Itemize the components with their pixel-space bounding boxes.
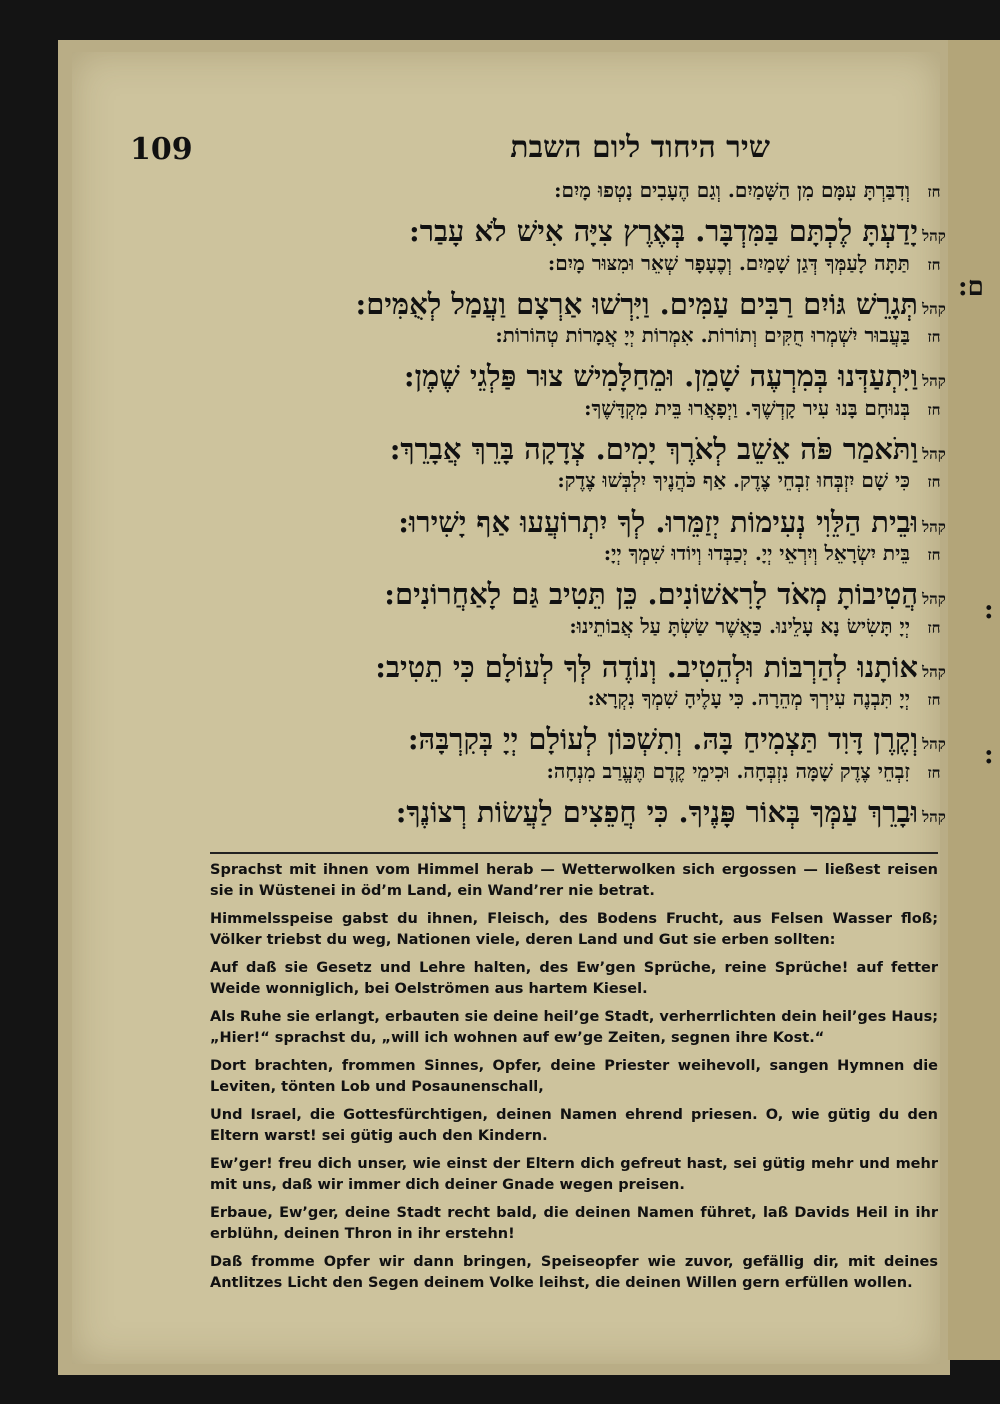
hebrew-line-leader — [125, 178, 950, 214]
hebrew-line-leader — [125, 468, 950, 504]
hebrew-line-congregation — [125, 650, 950, 686]
speaker-label: חז — [927, 545, 941, 564]
translation-paragraph: Daß fromme Opfer wir dann bringen, Speiseopfer wie zuvor, gefällig dir, mit deines Antlitzes Licht den Segen deinem Volke leihst, die deinen Willen gern erfüllen wollen. — [210, 1254, 938, 1291]
speaker-label: קהל — [922, 227, 946, 246]
speaker-label: חז — [927, 183, 941, 201]
hebrew-verse: יְיָ תִּבְנֶה עִירְךָ מְהֵרָה. כִּי עָלֶיהָ שִׁמְךָ נִקְרָא: — [587, 686, 910, 711]
hebrew-verse: יָדַעְתָּ לֶכְתָּם בַּמִּדְבָּר. בְּאֶרֶץ צִיָּה אִישׁ לֹא עָבַר: — [409, 214, 918, 249]
speaker-label: חז — [927, 618, 941, 637]
hebrew-verse: וְדִבַּרְתָּ עִמָּם מִן הַשָּׁמַיִם. וְגַם הֶעָבִים נָטְפוּ מָיִם: — [554, 178, 910, 202]
hebrew-verse: בְּנוּחָם בָּנוּ עִיר קָדְשֶׁךָ. וַיְפָאֲרוּ בֵּית מִקְדָּשֶׁךָ: — [584, 395, 910, 420]
speaker-label: חז — [927, 691, 941, 710]
facing-page-fragment: :ם — [958, 272, 984, 302]
facing-page-fragment: : — [984, 595, 994, 625]
hebrew-verse: בֵּית יִשְׂרָאֵל וְיִרְאֵי יְיָ. יְכַבְּדוּ וְיוֹדוּ שִׁמְךָ יְיָ: — [603, 540, 910, 565]
facing-page-edge — [948, 40, 1000, 1360]
hebrew-verse: כִּי שָׁם יִזְבְּחוּ זִבְחֵי צֶדֶק. אַף כֹּהֲנֶיךָ יִלְבְּשׁוּ צֶדֶק: — [557, 468, 910, 493]
translation-paragraph: Ew’ger! freu dich unser, wie einst der Eltern dich gefreut hast, sei gütig mehr und mehr mit uns, daß wir immer dich deiner Gnade wegen preisen. — [210, 1156, 938, 1193]
hebrew-verse: וּבֵית הַלֵּוִי נְעִימוֹת יְזַמֵּרוּ. לְךָ יִתְרוֹעֲעוּ אַף יָשִׁירוּ: — [398, 504, 918, 539]
hebrew-verse: בַּעֲבוּר יִשְׁמְרוּ חֻקִּים וְתוֹרוֹת. אִמְרוֹת יְיָ אֲמָרוֹת טְהוֹרוֹת: — [495, 323, 910, 348]
hebrew-line-leader — [125, 541, 950, 577]
hebrew-line-congregation — [125, 577, 950, 613]
hebrew-liturgy — [125, 178, 950, 831]
translation-paragraph: Himmelsspeise gabst du ihnen, Fleisch, des Bodens Frucht, aus Felsen Wasser floß; Völker triebst du weg, Nationen viele, deren Land und Gut sie erben sollten: — [210, 911, 938, 948]
hebrew-line-congregation — [125, 432, 950, 468]
translation-paragraph: Sprachst mit ihnen vom Himmel herab — Wetterwolken sich ergossen — ließest reisen sie in Wüstenei in öd’m Land, ein Wand’rer nie betrat. — [210, 862, 938, 899]
translation-paragraph: Auf daß sie Gesetz und Lehre halten, des Ew’gen Sprüche, reine Sprüche! auf fetter Weide wonniglich, bei Oelströmen aus hartem Kiesel. — [210, 960, 938, 997]
speaker-label: חז — [927, 473, 941, 492]
hebrew-verse: וְקֶרֶן דָּוִד תַּצְמִיחַ בָּהּ. וְתִשְׁכּוֹן לְעוֹלָם יְיָ בְּקִרְבָּהּ: — [407, 722, 918, 757]
hebrew-line-congregation — [125, 359, 950, 395]
hebrew-line-leader — [125, 323, 950, 359]
speaker-label: קהל — [922, 808, 946, 827]
hebrew-verse: וַיִּתְעַדְּנוּ בְּמִרְעֶה שָׁמֵן. וּמֵחַלָּמִישׁ צוּר פַּלְגֵי שֶׁמֶן: — [403, 359, 918, 394]
speaker-label: חז — [927, 255, 941, 274]
hebrew-line-congregation — [125, 214, 950, 250]
hebrew-line-leader — [125, 686, 950, 722]
hebrew-verse: זִבְחֵי צֶדֶק שָׁמָּה נִזְבְּחָה. וּכִימֵי קֶדֶם תֶּעֱרַב מִנְחָה: — [546, 758, 910, 783]
speaker-label: קהל — [922, 590, 946, 609]
speaker-label: קהל — [922, 662, 946, 681]
speaker-label: קהל — [922, 299, 946, 318]
speaker-label: חז — [927, 328, 941, 347]
hebrew-line-leader — [125, 614, 950, 650]
section-divider — [210, 852, 938, 854]
hebrew-line-congregation — [125, 505, 950, 541]
hebrew-verse: וּבָרֵךְ עַמְּךָ בְּאוֹר פָּנֶיךָ. כִּי חֲפֵצִים לַעֲשׂוֹת רְצוֹנֶךָ: — [395, 795, 918, 830]
hebrew-line-congregation — [125, 287, 950, 323]
hebrew-line-congregation — [125, 722, 950, 758]
hebrew-verse: תַּתָּה לָעַמְּךָ דְּגַן שָׁמַיִם. וְכֶעָפָר שְׁאֵר וּמִצּוּר מָיִם: — [547, 250, 910, 275]
hebrew-line-congregation — [125, 795, 950, 831]
speaker-label: חז — [927, 400, 941, 419]
hebrew-line-leader — [125, 396, 950, 432]
translation-paragraph: Dort brachten, frommen Sinnes, Opfer, deine Priester weihevoll, sangen Hymnen die Leviten, tönten Lob und Posaunenschall, — [210, 1058, 938, 1095]
page-header — [130, 130, 770, 174]
translation-paragraph: Und Israel, die Gottesfürchtigen, deinen Namen ehrend priesen. O, wie gütig du den Eltern warst! sei gütig auch den Kindern. — [210, 1107, 938, 1144]
hebrew-line-leader — [125, 759, 950, 795]
hebrew-verse: תְּגָרֵשׁ גּוֹיִם רַבִּים עַמִּים. וַיִּרְשׁוּ אַרְצָם וַעֲמַל לְאֻמִּים: — [355, 286, 918, 321]
hebrew-line-leader — [125, 251, 950, 287]
translation-paragraph: Erbaue, Ew’ger, deine Stadt recht bald, die deinen Namen führet, laß Davids Heil in ihr erblühn, deinen Thron in ihr erstehn! — [210, 1205, 938, 1242]
speaker-label: חז — [927, 763, 941, 782]
hebrew-verse: הֲטִיבוֹתָ מְאֹד לָרִאשׁוֹנִים. כֵּן תֵּטִיב גַּם לָאַחֲרוֹנִים: — [384, 577, 918, 612]
facing-page-fragment: : — [984, 740, 994, 770]
hebrew-verse: יְיָ תָּשִׂישׂ נָא עָלֵינוּ. כַּאֲשֶׁר שַׂשְׂתָּ עַל אֲבוֹתֵינוּ: — [569, 613, 910, 638]
german-translation — [210, 860, 938, 1301]
hebrew-verse: וַתֹּאמַר פֹּה אֵשֵׁב לְאֹרֶךְ יָמִים. צְדָקָה בָּרֵךְ אֲבָרֵךְ: — [389, 432, 918, 467]
speaker-label: קהל — [922, 735, 946, 754]
translation-paragraph: Als Ruhe sie erlangt, erbauten sie deine heil’ge Stadt, verherrlichten dein heil’ges Haus; „Hier!“ sprachst du, „will ich wohnen auf ew’ge Zeiten, segnen ihre Kost.“ — [210, 1009, 938, 1046]
page-number: 109 — [130, 132, 193, 167]
speaker-label: קהל — [922, 517, 946, 536]
page-title: שיר היחוד ליום השבת — [510, 130, 770, 165]
hebrew-verse: אוֹתָנוּ לְהַרְבּוֹת וּלְהֵטִיב. וְנוֹדֶה לְּךָ לְעוֹלָם כִּי תֵטִיב: — [375, 649, 918, 684]
speaker-label: קהל — [922, 445, 946, 464]
speaker-label: קהל — [922, 372, 946, 391]
